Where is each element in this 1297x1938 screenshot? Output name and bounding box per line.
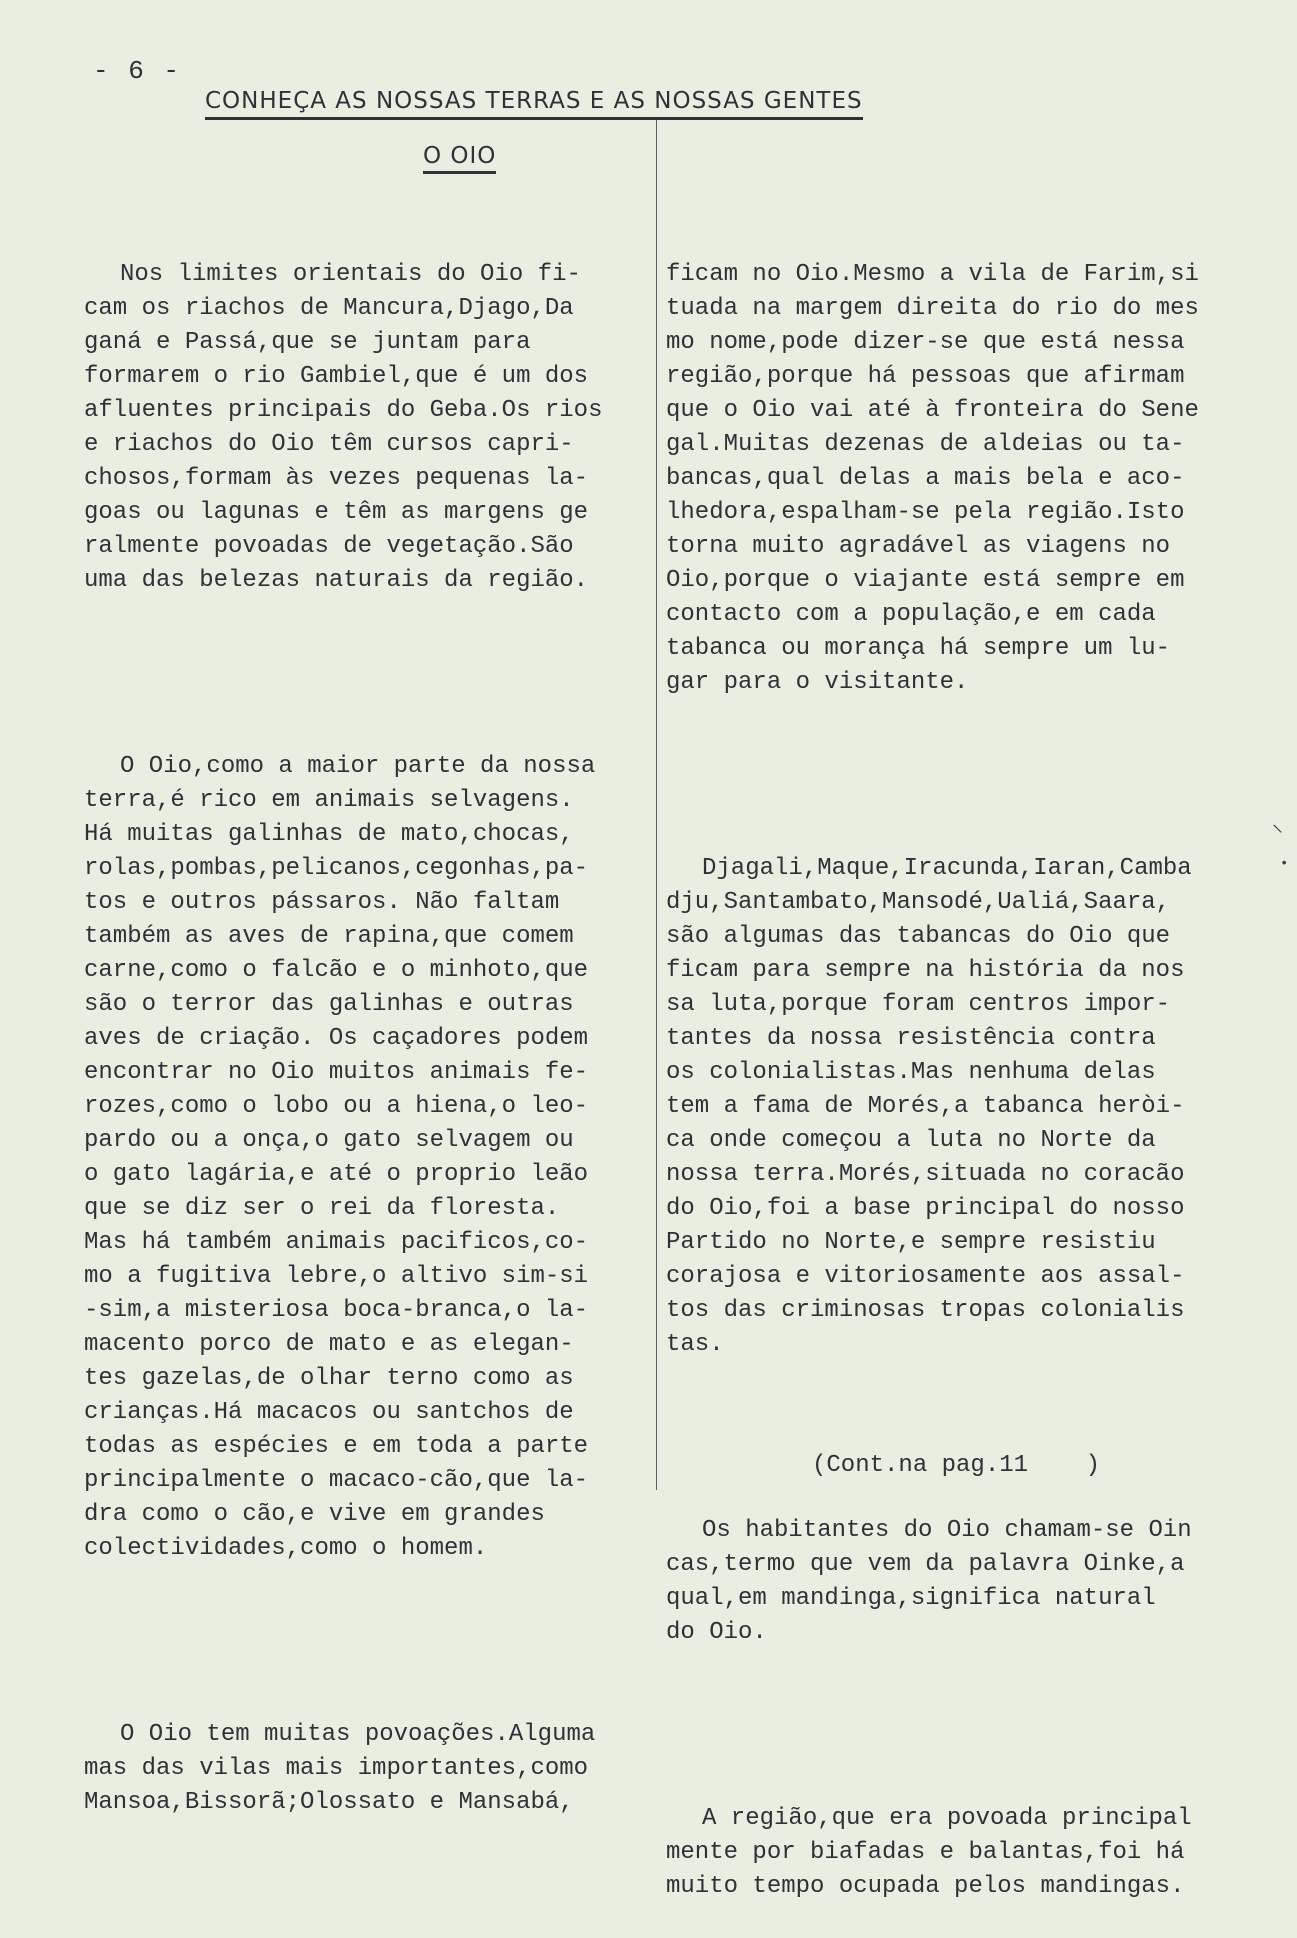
article-title: O OIO <box>423 143 496 174</box>
paragraph-gap <box>666 768 1266 784</box>
paragraph: Nos limites orientais do Oio fi- cam os riachos de Mancura,Djago,Da ganá e Passá,que se juntam para formarem o rio Gambiel,que é um dos afluentes principais do Geba.Os rios e riachos do Oio têm cursos capri- chosos,formam às vezes pequenas la- goas ou lagunas e têm as margens ge ralmente povoadas de vegetação.São uma das belezas naturais da região. <box>84 261 603 594</box>
margin-mark: • <box>1280 856 1289 872</box>
left-column <box>84 190 644 1854</box>
page-header: CONHEÇA AS NOSSAS TERRAS E AS NOSSAS GENTES <box>205 88 863 120</box>
margin-mark: ⸜ <box>1272 813 1284 838</box>
paragraph-gap <box>666 1718 1266 1734</box>
paragraph-gap <box>84 666 644 682</box>
paragraph-gap <box>84 1634 644 1650</box>
right-column <box>666 190 1266 1938</box>
page-number: - 6 - <box>93 56 182 86</box>
paragraph: A região,que era povoada principal mente por biafadas e balantas,foi há muito tempo ocupada pelos mandingas. <box>666 1805 1192 1900</box>
paragraph: ficam no Oio.Mesmo a vila de Farim,si tuada na margem direita do rio do mes mo nome,pode dizer-se que está nessa região,porque há pessoas que afirmam que o Oio vai até à fronteira do Sene gal.Muitas dezenas de aldeias ou ta- bancas,qual delas a mais bela e aco- lhedora,espalham-se pela região.Isto torna muito agradável as viagens no Oio,porque o viajante está sempre em contacto com a população,e em cada tabanca ou morança há sempre um lu- gar para o visitante. <box>666 261 1199 696</box>
paragraph: Djagali,Maque,Iracunda,Iaran,Camba dju,Santambato,Mansodé,Ualiá,Saara, são algumas das tabancas do Oio que ficam para sempre na história da nos sa luta,porque foram centros impor- tantes da nossa resistência contra os colonialistas.Mas nenhuma delas tem a fama de Morés,a tabanca heròi- ca onde começou a luta no Norte da nossa terra.Morés,situada no coracão do Oio,foi a base principal do nosso Partido no Norte,e sempre resistiu corajosa e vitoriosamente aos assal- tos das criminosas tropas colonialis tas. <box>666 855 1192 1358</box>
column-divider <box>656 120 657 1490</box>
paragraph-gap <box>666 1430 1266 1446</box>
paragraph: Os habitantes do Oio chamam-se Oin cas,termo que vem da palavra Oinke,a qual,em mandinga,significa natural do Oio. <box>666 1517 1192 1646</box>
paragraph: O Oio tem muitas povoações.Alguma mas das vilas mais importantes,como Mansoa,Bissorã;Olossato e Mansabá, <box>84 1721 596 1816</box>
continuation-note: (Cont.na pag.11 ) <box>812 1452 1101 1479</box>
paragraph: O Oio,como a maior parte da nossa terra,é rico em animais selvagens. Há muitas galinhas de mato,chocas, rolas,pombas,pelicanos,cegonhas,pa- tos e outros pássaros. Não faltam também as aves de rapina,que comem carne,como o falcão e o minhoto,que são o terror das galinhas e outras aves de criação. Os caçadores podem encontrar no Oio muitos animais fe- rozes,como o lobo ou a hiena,o leo- pardo ou a onça,o gato selvagem ou o gato lagária,e até o proprio leão que se diz ser o rei da floresta. Mas há também animais pacificos,co- mo a fugitiva lebre,o altivo sim-si -sim,a misteriosa boca-branca,o la- macento porco de mato e as elegan- tes gazelas,de olhar terno como as crianças.Há macacos ou santchos de todas as espécies e em toda a parte principalmente o macaco-cão,que la- dra como o cão,e vive em grandes colectividades,como o homem. <box>84 753 596 1562</box>
